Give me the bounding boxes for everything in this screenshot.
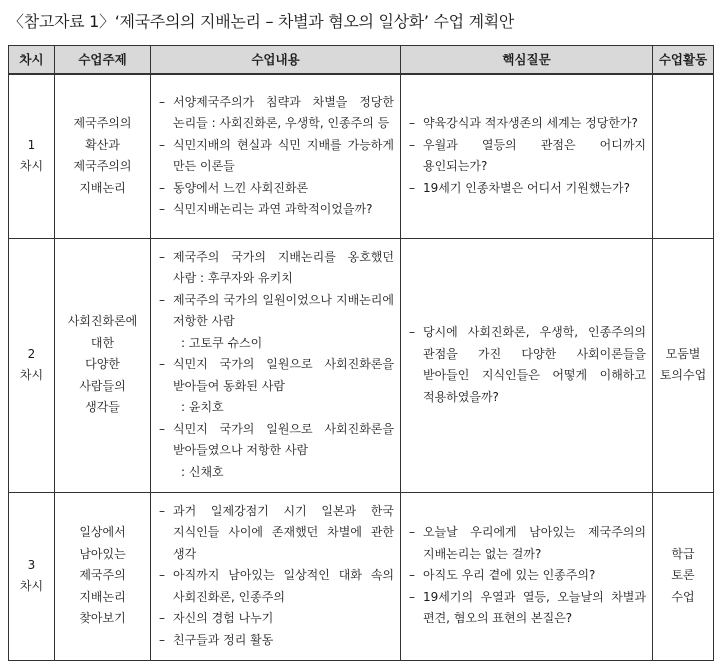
topic-cell <box>55 238 151 492</box>
activity-line: 모둠별 <box>665 346 701 361</box>
lesson-plan-table <box>8 45 714 661</box>
content-list <box>151 247 400 484</box>
session-cell <box>9 74 55 238</box>
session-cell <box>9 492 55 660</box>
question-list <box>401 322 652 408</box>
activity-line: 학급 <box>671 546 695 561</box>
topic-line: 사람들의 <box>79 378 126 393</box>
topic-line: 제국주의의 <box>73 159 132 174</box>
content-list <box>151 501 400 652</box>
session-label: 차시 <box>19 159 44 174</box>
header-activity: 수업활동 <box>653 46 714 75</box>
question-list <box>401 522 652 630</box>
list-item: – 과거 일제강점기 시기 일본과 한국 지식인들 사이에 존재했던 차별에 관한 생각 <box>159 501 394 566</box>
list-item-continuation: : 신채호 <box>181 464 224 479</box>
header-topic: 수업주제 <box>55 46 151 75</box>
topic-line: 남아있는 <box>79 546 126 561</box>
list-item: – 약육강식과 적자생존의 세계는 정당한가? <box>409 113 646 135</box>
table-row <box>9 492 714 660</box>
list-item: – 제국주의 국가의 일원이었으나 지배논리에 저항한 사람 <box>159 290 394 333</box>
list-item: – 식민지 국가의 일원으로 사회진화론을 받아들여 동화된 사람 <box>159 354 394 397</box>
session-label: 차시 <box>19 579 44 593</box>
topic-line: 일상에서 <box>79 525 126 540</box>
list-item: – 식민지배의 현실과 식민 지배를 가능하게 만든 이론들 <box>159 135 394 178</box>
list-item: – 아직도 우리 곁에 있는 인종주의? <box>409 565 646 587</box>
topic-cell <box>55 492 151 660</box>
content-list <box>151 92 400 221</box>
topic-line: 지배논리 <box>79 180 126 195</box>
list-item: – 식민지배논리는 과연 과학적이었을까? <box>159 199 394 221</box>
list-item: – 19세기 인종차별은 어디서 기원했는가? <box>409 178 646 200</box>
list-item: – 19세기의 우열과 열등, 오늘날의 차별과 편견, 혐오의 표현의 본질은? <box>409 587 646 630</box>
list-item: – 아직까지 남아있는 일상적인 대화 속의 사회진화론, 인종주의 <box>159 565 394 608</box>
list-item-continuation: : 고토쿠 슈스이 <box>181 335 263 350</box>
topic-line: 지배논리 <box>79 589 126 604</box>
activity-line: 토의수업 <box>659 368 707 382</box>
topic-line: 확산과 <box>85 137 120 152</box>
topic-line: 생각들 <box>85 400 120 415</box>
activity-line: 토론 <box>671 568 695 583</box>
document-title: 〈참고자료 1〉‘제국주의의 지배논리 – 차별과 혐오의 일상화’ 수업 계획안 <box>8 12 515 31</box>
activity-cell <box>653 238 714 492</box>
header-session: 차시 <box>9 46 55 75</box>
topic-line: 제국주의의 <box>73 116 132 131</box>
activity-cell <box>653 74 714 238</box>
header-question: 핵심질문 <box>401 46 653 75</box>
topic-line: 다양한 <box>85 357 120 372</box>
question-cell <box>401 74 653 238</box>
activity-line: 수업 <box>671 589 695 604</box>
question-cell <box>401 492 653 660</box>
activity-cell <box>653 492 714 660</box>
topic-line: 제국주의 <box>79 568 126 583</box>
topic-line: 찾아보기 <box>79 611 126 626</box>
topic-line: 대한 <box>90 335 115 350</box>
session-number: 2 <box>27 346 36 361</box>
content-cell <box>151 492 401 660</box>
session-number: 3 <box>27 557 36 572</box>
topic-line: 사회진화론에 <box>67 314 138 329</box>
content-cell <box>151 238 401 492</box>
list-item: – 오늘날 우리에게 남아있는 제국주의의 지배논리는 없는 걸까? <box>409 522 646 565</box>
table-header-row <box>9 46 714 75</box>
list-item: – 자신의 경험 나누기 <box>159 608 394 630</box>
session-number: 1 <box>27 137 36 152</box>
question-cell <box>401 238 653 492</box>
list-item: – 당시에 사회진화론, 우생학, 인종주의의 관점을 가진 다양한 사회이론들을 받아들인 지식인들은 어떻게 이해하고 적용하였을까? <box>409 322 646 408</box>
list-item-continuation: : 윤치호 <box>181 400 224 415</box>
list-item: – 친구들과 정리 활동 <box>159 630 394 652</box>
list-item: – 우월과 열등의 관점은 어디까지 용인되는가? <box>409 135 646 178</box>
content-cell <box>151 74 401 238</box>
table-row <box>9 238 714 492</box>
session-cell <box>9 238 55 492</box>
question-list <box>401 113 652 199</box>
header-content: 수업내용 <box>151 46 401 75</box>
list-item: – 동양에서 느낀 사회진화론 <box>159 178 394 200</box>
session-label: 차시 <box>19 368 44 382</box>
list-item: – 제국주의 국가의 지배논리를 옹호했던 사람 : 후쿠자와 유키치 <box>159 247 394 290</box>
list-item: – 식민지 국가의 일원으로 사회진화론을 받아들였으나 저항한 사람 <box>159 419 394 462</box>
table-row <box>9 74 714 238</box>
list-item: – 서양제국주의가 침략과 차별을 정당한 논리들 : 사회진화론, 우생학, 인종주의 등 <box>159 92 394 135</box>
topic-cell <box>55 74 151 238</box>
